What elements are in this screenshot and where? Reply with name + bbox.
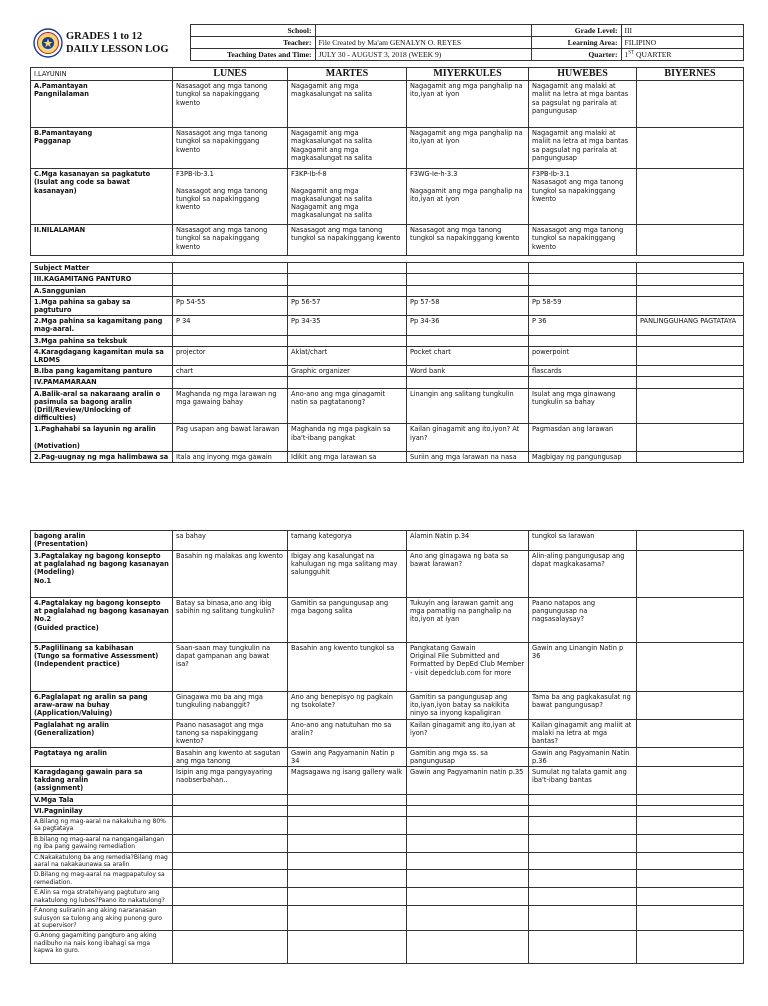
row-label: 4.Pagtalakay ng bagong konsepto at paglalahad ng bagong kasanayan No.2 (Guided practice) — [31, 598, 173, 643]
row-label: 2.Pag-uugnay ng mga halimbawa sa — [31, 452, 173, 463]
lesson-cell: Gawin ang Linangin Natin p 36 — [529, 643, 637, 692]
lesson-cell: Gamitin sa pangungusap ang ito,iyan,iyon batay sa nakikita ninyo sa inyong kapaligiran — [407, 692, 529, 720]
lesson-cell: sa bahay — [173, 531, 288, 551]
lesson-cell: Nasasagot ang mga tanong tungkol sa napakinggang kwento — [173, 81, 288, 128]
reflection-question: F.Anong suliranin ang aking nararanasan sulusyon sa tulong ang aking punong guro at supervisor? — [31, 906, 173, 931]
reflection-cell — [173, 931, 288, 964]
lesson-cell — [637, 794, 744, 805]
day-friday: BIYERNES — [637, 68, 744, 81]
row-label: B.Iba pang kagamitang panturo — [31, 366, 173, 377]
table-row — [31, 794, 744, 805]
lesson-cell: Word bank — [407, 366, 529, 377]
lesson-cell: Pp 54-55 — [173, 296, 288, 315]
row-label: 6.Paglalapat ng aralin sa pang araw-araw na buhay (Application/Valuing) — [31, 692, 173, 720]
lesson-cell — [529, 274, 637, 285]
row-label: VI.Pagninilay — [31, 805, 173, 816]
reflection-row — [31, 906, 744, 931]
reflection-cell — [637, 817, 744, 835]
reflection-question: C.Nakakatulong ba ang remedia?Bilang mag aaral na nakakaunawa sa aralin — [31, 852, 173, 870]
lesson-cell: Nasasagot ang mga tanong tungkol sa napakinggang kwento — [407, 225, 529, 256]
teacher-label: Teacher: — [190, 37, 315, 49]
lesson-cell — [288, 377, 407, 388]
lesson-cell: Basahin ang kwento at sagutan ang mga tanong — [173, 747, 288, 766]
lesson-cell: Kailan ginagamit ang ito,iyan at iyon? — [407, 720, 529, 748]
lesson-cell: F3PB-Ib-3.1 Nasasagot ang mga tanong tungkol sa napakinggang kwento — [529, 169, 637, 225]
lesson-cell — [637, 296, 744, 315]
teacher-value: File Created by Ma'am GENALYN O. REYES — [315, 37, 531, 49]
lesson-cell: Ano ang ginagawa ng bata sa bawat larawan? — [407, 551, 529, 598]
lesson-cell: Nasasagot ang mga tanong tungkol sa napakinggang kwento — [173, 128, 288, 169]
objectives-table — [30, 67, 744, 256]
lesson-log-page-2 — [30, 530, 743, 964]
table-row — [31, 692, 744, 720]
reflection-cell — [529, 834, 637, 852]
lesson-cell: F3KP-Ib-f-8 Nagagamit ang mga magkasalungat na salita Nagagamit ang mga magkasalungat na salita — [288, 169, 407, 225]
lesson-cell: Ibigay ang kasalungat na kahulugan ng mga salitang may salungguhit — [288, 551, 407, 598]
lesson-cell: Graphic organizer — [288, 366, 407, 377]
reflection-cell — [288, 906, 407, 931]
lesson-cell: powerpoint — [529, 346, 637, 365]
row-label: B.Pamantayang Pagganap — [31, 128, 173, 169]
reflection-cell — [407, 888, 529, 906]
reflection-cell — [173, 870, 288, 888]
lesson-cell: Nagagamit ang mga magkasalungat na salita Nagagamit ang mga magkasalungat na salita — [288, 128, 407, 169]
reflection-cell — [529, 931, 637, 964]
table-row — [31, 377, 744, 388]
row-label: Pagtataya ng aralin — [31, 747, 173, 766]
lesson-cell — [529, 263, 637, 274]
lesson-cell — [407, 274, 529, 285]
lesson-cell: Gamitin sa pangungusap ang mga bagong salita — [288, 598, 407, 643]
reflection-cell — [637, 870, 744, 888]
lesson-cell — [637, 335, 744, 346]
lesson-cell: Pp 57-58 — [407, 296, 529, 315]
reflection-row — [31, 931, 744, 964]
table-row — [31, 225, 744, 256]
reflection-cell — [173, 834, 288, 852]
lesson-cell: flascards — [529, 366, 637, 377]
row-label: IV.PAMAMARAAN — [31, 377, 173, 388]
lesson-cell: Pagmasdan ang larawan — [529, 424, 637, 452]
table-row — [31, 296, 744, 315]
lesson-cell: Gawin ang Pagyamanin Natin p.36 — [529, 747, 637, 766]
lesson-cell: Pp 58-59 — [529, 296, 637, 315]
lesson-cell — [288, 285, 407, 296]
lesson-cell — [407, 335, 529, 346]
table-row — [31, 346, 744, 365]
lesson-cell: Gawin ang Pagyamanin Natin p 34 — [288, 747, 407, 766]
lesson-cell — [637, 225, 744, 256]
lesson-cell — [529, 805, 637, 816]
lesson-cell: Paano natapos ang pangungusap na nagsasalaysay? — [529, 598, 637, 643]
reflection-cell — [529, 906, 637, 931]
lesson-cell: Linangin ang salitang tungkulin — [407, 388, 529, 424]
reflection-cell — [407, 817, 529, 835]
reflection-cell — [529, 870, 637, 888]
lesson-cell — [637, 263, 744, 274]
table-row — [31, 551, 744, 598]
lesson-cell: Nagagamit ang malaki at maliit na letra at mga bantas sa pagsulat ng parirala at pangungusap — [529, 128, 637, 169]
lesson-cell: Ano-ano ang mga ginagamit natin sa pagtatanong? — [288, 388, 407, 424]
learning-area-label: Learning Area: — [531, 37, 621, 49]
lesson-cell — [637, 452, 744, 463]
teaching-dates-label: Teaching Dates and Time: — [190, 49, 315, 61]
lesson-cell — [407, 805, 529, 816]
day-header-row — [31, 68, 744, 81]
lesson-cell — [637, 747, 744, 766]
lesson-cell: Itala ang inyong mga gawain — [173, 452, 288, 463]
reflection-cell — [173, 852, 288, 870]
lesson-cell — [637, 424, 744, 452]
lesson-cell — [637, 346, 744, 365]
row-label: 1.Mga pahina sa gabay sa pagtuturo — [31, 296, 173, 315]
lesson-cell: Tukuyin ang larawan gamit ang mga pamatlig na panghalip na ito,iyon at iyan — [407, 598, 529, 643]
lesson-cell — [407, 377, 529, 388]
lesson-cell: Pangkatang Gawain Original File Submitted and Formatted by DepEd Club Member - visit depedclub.com for more — [407, 643, 529, 692]
lesson-cell — [288, 335, 407, 346]
lesson-cell: Ano-ano ang natutuhan mo sa aralin? — [288, 720, 407, 748]
lesson-cell: Batay sa binasa,ano ang ibig sabihin ng salitang tungkulin? — [173, 598, 288, 643]
reflection-cell — [407, 834, 529, 852]
lesson-cell — [637, 551, 744, 598]
lesson-cell: Sumulat ng talata gamit ang iba't-ibang bantas — [529, 767, 637, 795]
day-tuesday: MARTES — [288, 68, 407, 81]
reflection-row — [31, 817, 744, 835]
row-label: bagong aralin (Presentation) — [31, 531, 173, 551]
lesson-cell: Idikit ang mga larawan sa — [288, 452, 407, 463]
reflection-cell — [173, 888, 288, 906]
lesson-cell: Nagagamit ang mga panghalip na ito,iyan at iyon — [407, 128, 529, 169]
lesson-cell: Paano nasasagot ang mga tanong sa napakinggang kwento? — [173, 720, 288, 748]
lesson-cell — [288, 805, 407, 816]
teaching-dates-value: JULY 30 - AUGUST 3, 2018 (WEEK 9) — [315, 49, 531, 61]
table-row — [31, 128, 744, 169]
header-table — [30, 24, 744, 61]
lesson-cell: F3WG-Ie-h-3.3 Nagagamit ang mga panghalip na ito,iyan at iyon — [407, 169, 529, 225]
table-row — [31, 452, 744, 463]
row-label: II.NILALAMAN — [31, 225, 173, 256]
table-row — [31, 285, 744, 296]
lesson-cell — [288, 263, 407, 274]
procedures-table — [30, 530, 744, 964]
lesson-cell: chart — [173, 366, 288, 377]
lesson-cell — [407, 285, 529, 296]
reflection-cell — [529, 817, 637, 835]
row-label: Paglalahat ng aralin (Generalization) — [31, 720, 173, 748]
lesson-cell — [637, 274, 744, 285]
reflection-cell — [407, 852, 529, 870]
lesson-cell: Alin-aling pangungusap ang dapat magkakasama? — [529, 551, 637, 598]
row-label: 2.Mga pahina sa kagamitang pang mag-aaral. — [31, 316, 173, 335]
reflection-cell — [637, 852, 744, 870]
grade-level-value: III — [621, 25, 743, 37]
table-row — [31, 388, 744, 424]
lesson-cell: Maghanda ng mga larawan ng mga gawaing bahay — [173, 388, 288, 424]
reflection-cell — [288, 870, 407, 888]
table-row — [31, 598, 744, 643]
lesson-cell — [637, 366, 744, 377]
table-row — [31, 424, 744, 452]
lesson-cell — [637, 643, 744, 692]
objectives-heading: I.LAYUNIN — [31, 68, 173, 81]
quarter-label: Quarter: — [531, 49, 621, 61]
reflection-cell — [173, 817, 288, 835]
table-row — [31, 805, 744, 816]
reflection-question: D.Bilang ng mag-aaral na magpapatuloy sa remediation. — [31, 870, 173, 888]
table-row — [31, 316, 744, 335]
lesson-cell — [173, 263, 288, 274]
lesson-cell: Nagagamit ang malaki at maliit na letra at mga bantas sa pagsulat ng parirala at pangungusap — [529, 81, 637, 128]
lesson-log-page-1 — [30, 24, 743, 463]
reflection-cell — [407, 870, 529, 888]
lesson-cell: Nagagamit ang mga panghalip na ito,iyan at iyon — [407, 81, 529, 128]
reflection-question: A.Bilang ng mag-aaral na nakakuha ng 80% sa pagtataya — [31, 817, 173, 835]
lesson-cell — [637, 598, 744, 643]
lesson-cell — [637, 531, 744, 551]
table-row — [31, 274, 744, 285]
table-row — [31, 531, 744, 551]
lesson-cell: Kailan ginagamit ang maliit at malaki na letra at mga bantas? — [529, 720, 637, 748]
lesson-cell: Pocket chart — [407, 346, 529, 365]
reflection-row — [31, 888, 744, 906]
row-label: 5.Paglilinang sa kabihasan (Tungo sa formative Assessment) (Independent practice) — [31, 643, 173, 692]
reflection-cell — [288, 834, 407, 852]
lesson-cell: F3PB-Ib-3.1 Nasasagot ang mga tanong tungkol sa napakinggang kwento — [173, 169, 288, 225]
learning-area-value: FILIPINO — [621, 37, 743, 49]
lesson-cell: Nasasagot ang mga tanong tungkol sa napakinggang kwento — [173, 225, 288, 256]
resources-table — [30, 262, 744, 463]
lesson-cell: Maghanda ng mga pagkain sa iba't-ibang pangkat — [288, 424, 407, 452]
row-label: C.Mga kasanayan sa pagkatuto (Isulat ang code sa bawat kasanayan) — [31, 169, 173, 225]
reflection-row — [31, 870, 744, 888]
lesson-cell — [637, 285, 744, 296]
lesson-cell: Nagagamit ang mga magkasalungat na salita — [288, 81, 407, 128]
lesson-cell — [529, 335, 637, 346]
lesson-cell — [637, 377, 744, 388]
deped-seal-icon — [33, 28, 63, 58]
lesson-cell — [173, 274, 288, 285]
lesson-cell: Pag usapan ang bawat larawan — [173, 424, 288, 452]
school-label: School: — [190, 25, 315, 37]
day-monday: LUNES — [173, 68, 288, 81]
reflection-row — [31, 834, 744, 852]
lesson-cell: PANLINGGUHANG PAGTATAYA — [637, 316, 744, 335]
lesson-cell — [637, 805, 744, 816]
row-label: A.Sanggunian — [31, 285, 173, 296]
lesson-cell: Pp 34-35 — [288, 316, 407, 335]
lesson-cell: Basahin ang kwento tungkol sa — [288, 643, 407, 692]
lesson-cell — [173, 285, 288, 296]
reflection-cell — [529, 852, 637, 870]
school-value — [315, 25, 531, 37]
lesson-cell — [407, 263, 529, 274]
reflection-cell — [288, 931, 407, 964]
row-label: A.Pamantayan Pangnilalaman — [31, 81, 173, 128]
lesson-cell: Gawin ang Pagyamanin natin p.35 — [407, 767, 529, 795]
lesson-cell: Nasasagot ang mga tanong tungkol sa napakinggang kwento — [529, 225, 637, 256]
row-label: Karagdagang gawain para sa takdang aralin (assignment) — [31, 767, 173, 795]
lesson-cell: tamang kategorya — [288, 531, 407, 551]
lesson-cell — [637, 767, 744, 795]
lesson-cell: Ano ang benepisyo ng pagkain ng tsokolate? — [288, 692, 407, 720]
lesson-cell: P 34 — [173, 316, 288, 335]
quarter-value: 1ST QUARTER — [621, 49, 743, 61]
table-row — [31, 720, 744, 748]
form-title-line1: GRADES 1 to 12 — [66, 30, 143, 42]
lesson-cell: P 36 — [529, 316, 637, 335]
lesson-cell: Magbigay ng pangungusap — [529, 452, 637, 463]
lesson-cell: Nasasagot ang mga tanong tungkol sa napakinggang kwento — [288, 225, 407, 256]
row-label: 3.Mga pahina sa teksbuk — [31, 335, 173, 346]
lesson-cell: Kailan ginagamit ang ito,iyon? At iyan? — [407, 424, 529, 452]
lesson-cell: Ginagawa mo ba ang mga tungkuling nabanggit? — [173, 692, 288, 720]
table-row — [31, 169, 744, 225]
lesson-cell: Pp 56-57 — [288, 296, 407, 315]
lesson-cell: Basahin ng malakas ang kwento — [173, 551, 288, 598]
row-label: 1.Paghahabi sa layunin ng aralin (Motivation) — [31, 424, 173, 452]
table-row — [31, 366, 744, 377]
row-label: III.KAGAMITANG PANTURO — [31, 274, 173, 285]
lesson-cell — [173, 805, 288, 816]
lesson-cell: Tama ba ang pagkakasulat ng bawat pangungusap? — [529, 692, 637, 720]
title-block — [30, 25, 190, 61]
reflection-cell — [173, 906, 288, 931]
table-row — [31, 747, 744, 766]
reflection-cell — [407, 931, 529, 964]
lesson-cell — [173, 794, 288, 805]
lesson-cell — [637, 388, 744, 424]
lesson-cell — [173, 377, 288, 388]
lesson-cell: Aklat/chart — [288, 346, 407, 365]
reflection-question: G.Anong gagamiting pangturo ang aking nadibuho na nais kong ibahagi sa mga kapwa ko guro. — [31, 931, 173, 964]
lesson-cell: Suriin ang mga larawan na nasa — [407, 452, 529, 463]
lesson-cell — [288, 794, 407, 805]
lesson-cell — [637, 128, 744, 169]
row-label: A.Balik-aral sa nakaraang aralin o pasimula sa bagong aralin (Drill/Review/Unlocking of difficulties) — [31, 388, 173, 424]
reflection-question: B.bilang ng mag-aaral na nangangailangan ng iba pang gawaing remediation — [31, 834, 173, 852]
lesson-cell — [637, 169, 744, 225]
lesson-cell — [529, 794, 637, 805]
reflection-cell — [637, 888, 744, 906]
row-label: V.Mga Tala — [31, 794, 173, 805]
lesson-cell — [173, 335, 288, 346]
lesson-cell: projector — [173, 346, 288, 365]
lesson-cell — [529, 377, 637, 388]
lesson-cell: Pp 34-36 — [407, 316, 529, 335]
row-label: Subject Matter — [31, 263, 173, 274]
reflection-cell — [637, 906, 744, 931]
lesson-cell: tungkol sa larawan — [529, 531, 637, 551]
reflection-cell — [288, 817, 407, 835]
day-wednesday: MIYERKULES — [407, 68, 529, 81]
table-row — [31, 643, 744, 692]
table-row — [31, 767, 744, 795]
form-title-line2: DAILY LESSON LOG — [66, 43, 169, 55]
lesson-cell: Magsagawa ng isang gallery walk — [288, 767, 407, 795]
reflection-question: E.Alin sa mga stratehiyang pagtuturo ang nakatulong ng lubos?Paano ito nakatulong? — [31, 888, 173, 906]
reflection-cell — [407, 906, 529, 931]
table-row — [31, 81, 744, 128]
row-label: 3.Pagtalakay ng bagong konsepto at paglalahad ng bagong kasanayan (Modeling) No.1 — [31, 551, 173, 598]
reflection-cell — [637, 931, 744, 964]
reflection-row — [31, 852, 744, 870]
lesson-cell — [637, 692, 744, 720]
lesson-cell — [529, 285, 637, 296]
day-thursday: HUWEBES — [529, 68, 637, 81]
lesson-cell — [407, 794, 529, 805]
table-row — [31, 263, 744, 274]
reflection-cell — [288, 852, 407, 870]
lesson-cell: Gamitin ang mga ss. sa pangungusap — [407, 747, 529, 766]
row-label: 4.Karagdagang kagamitan mula sa LRDMS — [31, 346, 173, 365]
lesson-cell: Alamin Natin p.34 — [407, 531, 529, 551]
grade-level-label: Grade Level: — [531, 25, 621, 37]
lesson-cell — [637, 81, 744, 128]
lesson-cell — [637, 720, 744, 748]
lesson-cell: Isipin ang mga pangyayaring naobserbahan.. — [173, 767, 288, 795]
reflection-cell — [637, 834, 744, 852]
table-row — [31, 335, 744, 346]
reflection-cell — [288, 888, 407, 906]
reflection-cell — [529, 888, 637, 906]
lesson-cell — [288, 274, 407, 285]
lesson-cell: Isulat ang mga ginawang tungkulin sa bahay — [529, 388, 637, 424]
lesson-cell: Saan-saan may tungkulin na dapat gampanan ang bawat isa? — [173, 643, 288, 692]
